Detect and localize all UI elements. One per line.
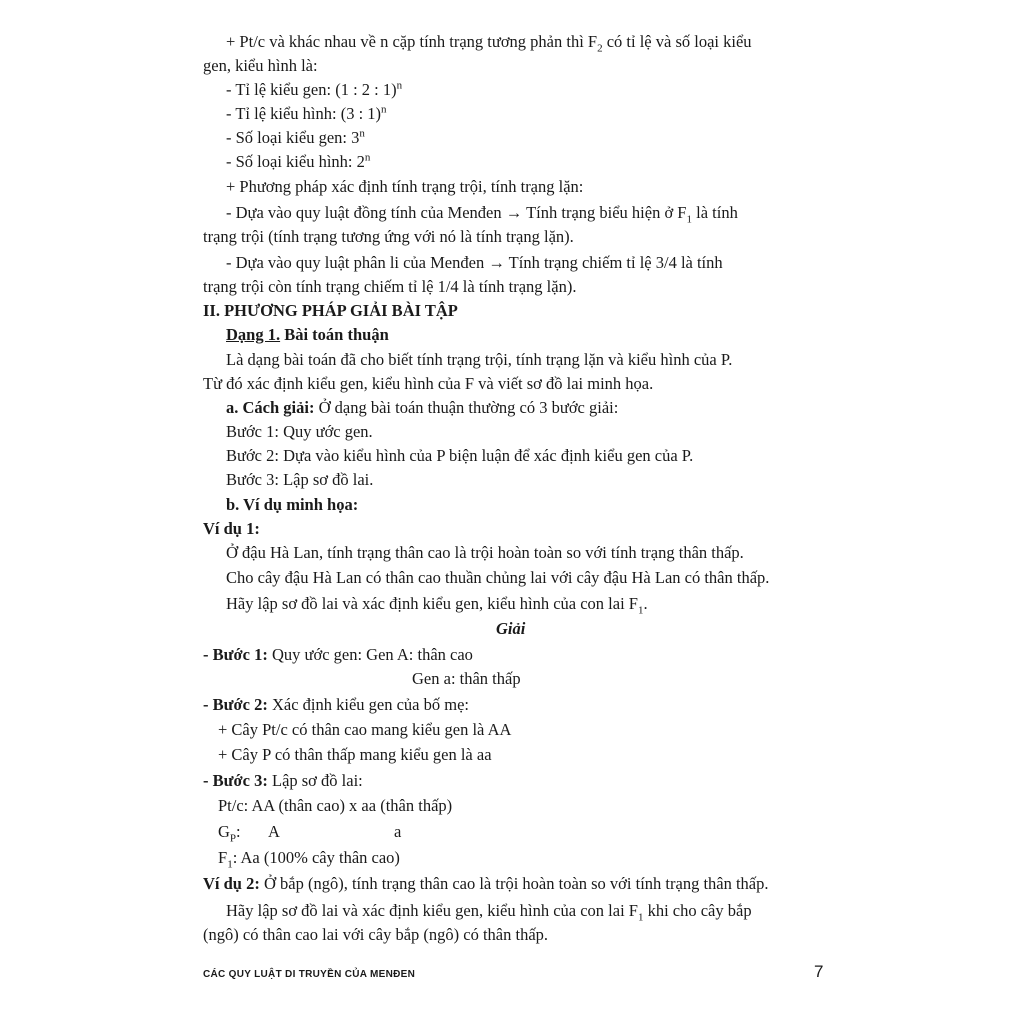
method-2-line-1: - Dựa vào quy luật phân li của Menđen → Tính trạng chiếm tỉ lệ 3/4 là tính (226, 253, 723, 272)
gametes-line (218, 822, 241, 845)
genotype-count (226, 128, 365, 148)
example-2-line-1 (203, 874, 769, 894)
method-heading: + Phương pháp xác định tính trạng trội, tính trạng lặn: (226, 177, 584, 196)
example-heading: b. Ví dụ minh họa: (226, 495, 359, 514)
superscript: n (381, 103, 387, 116)
text: Hãy lập sơ đồ lai và xác định kiểu gen, kiểu hình của con lai F (226, 901, 638, 920)
method-2-line-2: trạng trội còn tính trạng chiếm tỉ lệ 1/4 là tính trạng lặn). (203, 277, 577, 296)
method-label: a. Cách giải: (226, 398, 315, 417)
text: F (218, 848, 228, 867)
intro-line-1: Là dạng bài toán đã cho biết tính trạng trội, tính trạng lặn và kiểu hình của P. (226, 350, 733, 369)
superscript: n (359, 127, 365, 140)
example-1-label: Ví dụ 1: (203, 519, 260, 538)
solution-step-1-cont: Gen a: thân thấp (412, 669, 521, 688)
text: - Tỉ lệ kiểu hình: (3 : 1) (226, 104, 382, 123)
text: Quy ước gen: Gen A: thân cao (267, 645, 473, 664)
text: Hãy lập sơ đồ lai và xác định kiểu gen, kiểu hình của con lai F (226, 594, 638, 613)
solution-step-2-a: + Cây Pt/c có thân cao mang kiểu gen là AA (218, 720, 512, 739)
subscript: 2 (597, 42, 603, 55)
solution-heading: Giải (496, 619, 526, 638)
method-1-line-1 (226, 203, 738, 226)
phenotype-ratio (226, 104, 387, 124)
dang-title: Bài toán thuận (280, 325, 389, 344)
subscript: 1 (637, 911, 644, 924)
step-2: Bước 2: Dựa vào kiểu hình của P biện luận để xác định kiểu gen của P. (226, 446, 694, 465)
solution-step-2 (203, 695, 469, 715)
text: Ở bắp (ngô), tính trạng thân cao là trội hoàn toàn so với tính trạng thân thấp. (259, 874, 769, 893)
dang-1-heading (226, 325, 389, 345)
example-1-line-1: Ở đậu Hà Lan, tính trạng thân cao là trội hoàn toàn so với tính trạng thân thấp. (226, 543, 744, 562)
step-3: Bước 3: Lập sơ đồ lai. (226, 470, 374, 489)
step-label: - Bước 2: (203, 695, 268, 714)
phenotype-count (226, 152, 370, 172)
text: Ở dạng bài toán thuận thường có 3 bước giải: (314, 398, 619, 417)
text: là tính (692, 203, 738, 222)
step-1: Bước 1: Quy ước gen. (226, 422, 373, 441)
text: : Aa (100% cây thân cao) (232, 848, 400, 867)
subscript: 1 (686, 213, 692, 226)
dang-label: Dạng 1. (226, 325, 281, 344)
rule-intro-line-2: gen, kiểu hình là: (203, 56, 318, 75)
subscript: 1 (637, 604, 644, 617)
text: có tỉ lệ và số loại kiểu (602, 32, 752, 51)
method-line (226, 398, 618, 418)
subscript: P (229, 832, 237, 845)
text: Lập sơ đồ lai: (267, 771, 363, 790)
example-1-line-2: Cho cây đậu Hà Lan có thân cao thuần chủng lai với cây đậu Hà Lan có thân thấp. (226, 568, 770, 587)
text: - Dựa vào quy luật đồng tính của Menđen → Tính trạng biểu hiện ở F (226, 203, 687, 222)
text: G (218, 822, 230, 841)
solution-step-1 (203, 645, 473, 665)
text: : (236, 822, 241, 841)
intro-line-2: Từ đó xác định kiểu gen, kiểu hình của F và viết sơ đồ lai minh họa. (203, 374, 654, 393)
example-2-label: Ví dụ 2: (203, 874, 260, 893)
step-label: - Bước 1: (203, 645, 268, 664)
subscript: 1 (227, 858, 233, 871)
cross-line: Pt/c: AA (thân cao) x aa (thân thấp) (218, 796, 453, 815)
gamete-a-lower: a (394, 822, 402, 841)
text: - Số loại kiểu gen: 3 (226, 128, 360, 147)
gamete-a-upper: A (268, 822, 280, 841)
example-2-line-3: (ngô) có thân cao lai với cây bắp (ngô) có thân thấp. (203, 925, 549, 944)
step-label: - Bước 3: (203, 771, 268, 790)
example-1-line-3 (226, 594, 648, 617)
footer-title: CÁC QUY LUẬT DI TRUYỀN CỦA MENĐEN (203, 969, 416, 980)
text: khi cho cây bắp (643, 901, 752, 920)
text: . (643, 594, 648, 613)
solution-step-2-b: + Cây P có thân thấp mang kiểu gen là aa (218, 745, 492, 764)
genotype-ratio (226, 80, 402, 100)
superscript: n (364, 151, 371, 164)
page-number: 7 (814, 962, 824, 981)
example-2-line-2 (226, 901, 752, 924)
method-1-line-2: trạng trội (tính trạng tương ứng với nó là tính trạng lặn). (203, 227, 574, 246)
section-heading: II. PHƯƠNG PHÁP GIẢI BÀI TẬP (203, 301, 458, 320)
superscript: n (396, 79, 403, 92)
text: - Số loại kiểu hình: 2 (226, 152, 365, 171)
text: + Pt/c và khác nhau về n cặp tính trạng tương phản thì F (226, 32, 598, 51)
rule-intro-line-1 (226, 32, 752, 55)
f1-line (218, 848, 400, 871)
text: - Tỉ lệ kiểu gen: (1 : 2 : 1) (226, 80, 397, 99)
solution-step-3 (203, 771, 363, 791)
text: Xác định kiểu gen của bố mẹ: (267, 695, 470, 714)
